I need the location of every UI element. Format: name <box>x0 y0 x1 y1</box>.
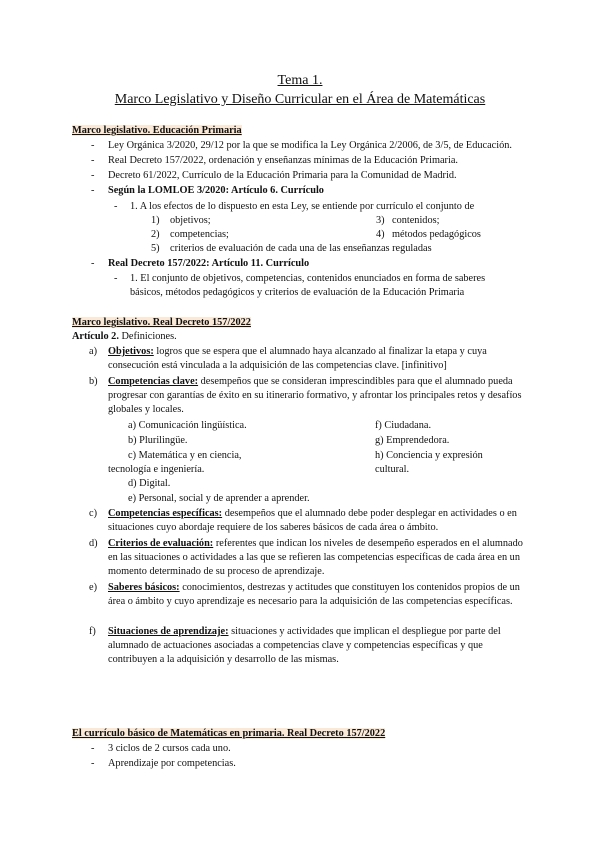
list-item: Aprendizaje por competencias. <box>108 758 236 769</box>
doc-subtitle: Marco Legislativo y Diseño Curricular en el Área de Matemáticas <box>114 92 486 107</box>
rd-text: básicos, métodos pedagógicos y criterios de evaluación de la Educación Primaria <box>130 287 465 298</box>
bullet-dash: - <box>91 758 95 769</box>
def-letter: b) <box>89 376 98 387</box>
article-line: Artículo 2. Definiciones. <box>72 331 177 342</box>
list-num: 3) <box>376 215 385 226</box>
list-item: métodos pedagógicos <box>392 229 481 240</box>
list-item: competencias; <box>170 229 229 240</box>
key-competence: cultural. <box>375 464 410 475</box>
doc-title: Tema 1. <box>277 73 323 88</box>
bullet-dash: - <box>91 155 95 166</box>
definition-situaciones-aprendizaje: Situaciones de aprendizaje: situaciones y actividades que implican el despliegue por parte del alumnado de actuaciones asociadas a competencias clave y competencias específicas y que contribuyen a la adquisición y desarrollo de las mismas. <box>108 626 501 665</box>
rd-heading: Real Decreto 157/2022: Artículo 11. Currículo <box>108 258 310 269</box>
bullet-dash: - <box>114 273 118 284</box>
list-num: 1) <box>151 215 160 226</box>
bullet-dash: - <box>91 258 95 269</box>
def-letter: e) <box>89 582 97 593</box>
key-competence: e) Personal, social y de aprender a aprender. <box>128 493 310 504</box>
definition-competencias-clave: Competencias clave: desempeños que se consideran imprescindibles para que el alumnado pueda progresar con garantías de éxito en su itinerario formativo, y afrontar los principales retos y desafíos globales y locales. <box>108 376 522 415</box>
key-competence: d) Digital. <box>128 478 171 489</box>
key-competence: f) Ciudadana. <box>375 420 432 431</box>
section1-heading: Marco legislativo. Educación Primaria <box>72 125 242 136</box>
list-num: 5) <box>151 243 160 254</box>
def-letter: c) <box>89 508 97 519</box>
definition-criterios-evaluacion: Criterios de evaluación: referentes que indican los niveles de desempeño esperados en el alumnado en las situaciones o actividades a las que se refieren las competencias específicas de cada área en un momento determinado de su proceso de aprendizaje. <box>108 538 523 577</box>
bullet-dash: - <box>91 170 95 181</box>
list-item: Decreto 61/2022, Currículo de la Educación Primaria para la Comunidad de Madrid. <box>108 170 457 181</box>
key-competence: g) Emprendedora. <box>375 435 450 446</box>
key-competence: h) Conciencia y expresión <box>375 450 483 461</box>
def-letter: d) <box>89 538 98 549</box>
section3-heading: El currículo básico de Matemáticas en primaria. Real Decreto 157/2022 <box>72 728 386 739</box>
list-item: contenidos; <box>392 215 440 226</box>
bullet-dash: - <box>91 743 95 754</box>
list-num: 4) <box>376 229 385 240</box>
bullet-dash: - <box>91 140 95 151</box>
key-competence: b) Plurilingüe. <box>128 435 188 446</box>
list-item: objetivos; <box>170 215 211 226</box>
definition-competencias-especificas: Competencias específicas: desempeños que el alumnado debe poder desplegar en actividades o en situaciones cuyo abordaje requiere de los saberes básicos de cada área o ámbito. <box>108 508 517 533</box>
key-competence: c) Matemática y en ciencia, <box>128 450 242 461</box>
lomloe-heading: Según la LOMLOE 3/2020: Artículo 6. Currículo <box>108 185 324 196</box>
section2-heading: Marco legislativo. Real Decreto 157/2022 <box>72 317 251 328</box>
key-competence: tecnología e ingeniería. <box>108 464 205 475</box>
def-letter: a) <box>89 346 97 357</box>
list-item: 3 ciclos de 2 cursos cada uno. <box>108 743 231 754</box>
bullet-dash: - <box>114 201 118 212</box>
list-item: Real Decreto 157/2022, ordenación y enseñanzas mínimas de la Educación Primaria. <box>108 155 458 166</box>
list-item: criterios de evaluación de cada una de las enseñanzas reguladas <box>170 243 432 254</box>
definition-objetivos: Objetivos: logros que se espera que el alumnado haya alcanzado al finalizar la etapa y cuya consecución está vinculada a la adquisición de las competencias clave. [infinitivo] <box>108 346 487 371</box>
bullet-dash: - <box>91 185 95 196</box>
key-competence: a) Comunicación lingüística. <box>128 420 247 431</box>
list-item: Ley Orgánica 3/2020, 29/12 por la que se modifica la Ley Orgánica 2/2006, de 3/5, de Educación. <box>108 140 512 151</box>
definition-saberes-basicos: Saberes básicos: conocimientos, destrezas y actitudes que constituyen los contenidos propios de un área o ámbito y cuyo aprendizaje es necesario para la adquisición de las competencias específicas. <box>108 582 520 607</box>
list-num: 2) <box>151 229 160 240</box>
def-letter: f) <box>89 626 96 637</box>
rd-text: 1. El conjunto de objetivos, competencias, contenidos enunciados en forma de saberes <box>130 273 486 284</box>
lomloe-text: 1. A los efectos de lo dispuesto en esta Ley, se entiende por currículo el conjunto de <box>130 201 475 212</box>
